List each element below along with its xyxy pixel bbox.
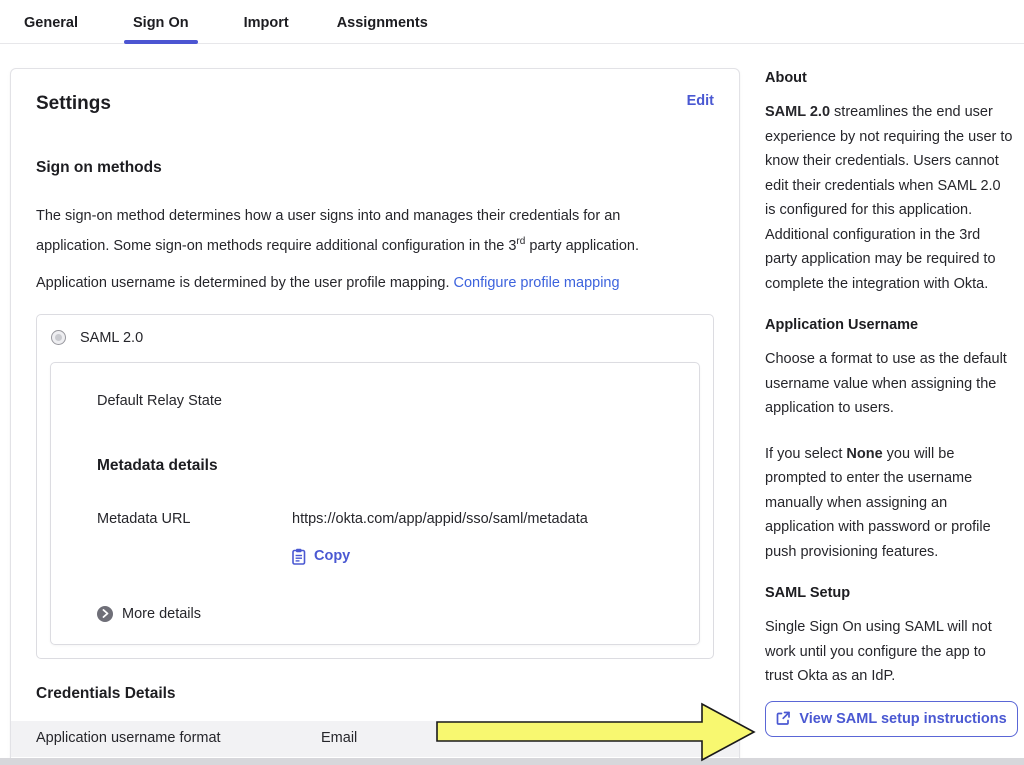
application-username-section (765, 317, 1015, 564)
page-body (0, 44, 1024, 765)
metadata-details-heading: Metadata details (97, 456, 218, 474)
sign-on-description-tail: party application. (525, 237, 639, 254)
view-saml-setup-instructions-button[interactable] (765, 701, 1018, 737)
metadata-url-row (97, 511, 669, 527)
copy-label: Copy (314, 548, 351, 565)
saml-radio-row[interactable] (37, 315, 713, 358)
saml-setup-text: Single Sign On using SAML will not work until you configure the app to trust Okta as an IdP. (765, 619, 992, 684)
copy-metadata-url-button[interactable] (292, 548, 669, 565)
settings-title: Settings (36, 93, 111, 114)
application-username-heading: Application Username (765, 317, 919, 333)
configure-profile-mapping-link[interactable]: Configure profile mapping (453, 274, 620, 291)
application-username-format-value: Email (321, 729, 358, 746)
application-username-p1: Choose a format to use as the default username value when assigning the application to users. (765, 351, 1007, 416)
application-username-p2 (765, 442, 1015, 565)
tab-import[interactable]: Import (243, 15, 289, 31)
about-body: streamlines the end user experience by not requiring the user to know their credentials. Users cannot edit their credentials when SAML 2.0 is configured for this application. Additional configuration in the 3rd party application may be required to complete the integration with Okta. (765, 104, 1013, 292)
p2-pre: If you select (765, 445, 847, 462)
default-relay-state-label: Default Relay State (97, 392, 222, 409)
metadata-url-label: Metadata URL (97, 510, 191, 527)
about-text (765, 100, 1015, 296)
clipboard-icon (292, 548, 307, 565)
application-username-format-label: Application username format (36, 729, 221, 746)
app-tab-bar (0, 0, 1024, 44)
username-note (36, 270, 714, 296)
saml-radio-button[interactable] (51, 330, 66, 345)
tab-assignments[interactable]: Assignments (336, 15, 428, 31)
about-bold-lead: SAML 2.0 (765, 104, 831, 120)
more-details-toggle[interactable] (97, 606, 669, 622)
view-saml-setup-instructions-label: View SAML setup instructions (799, 710, 1007, 727)
ordinal-superscript: rd (516, 236, 526, 247)
external-link-icon (776, 711, 791, 726)
saml-setup-heading: SAML Setup (765, 585, 851, 601)
sign-on-methods-heading: Sign on methods (36, 159, 162, 176)
saml-setup-section (765, 585, 1015, 737)
chevron-right-circle-icon (97, 606, 113, 622)
about-section (765, 70, 1015, 296)
sign-on-description-text: The sign-on method determines how a user signs into and manages their credentials for an application. Some sign-on methods require additional configuration in the 3 (36, 208, 621, 254)
saml-method-box (36, 314, 714, 659)
credentials-details-heading: Credentials Details (36, 684, 176, 702)
saml-radio-label: SAML 2.0 (80, 329, 144, 346)
credentials-row (11, 721, 739, 757)
p2-post: you will be prompted to enter the username manually when assigning an application with password or profile push provisioning features. (765, 445, 991, 560)
settings-card (10, 68, 740, 765)
about-heading: About (765, 70, 807, 86)
edit-link[interactable]: Edit (686, 93, 714, 109)
tab-sign-on[interactable]: Sign On (124, 5, 198, 43)
saml-details-box (50, 362, 700, 645)
sign-on-description (36, 203, 696, 259)
more-details-label: More details (122, 605, 201, 622)
spacer (765, 433, 1015, 442)
username-note-text: Application username is determined by the user profile mapping. (36, 274, 454, 291)
cutoff-content-strip (0, 758, 1024, 765)
tab-general[interactable]: General (24, 15, 78, 31)
metadata-url-value: https://okta.com/app/appid/sso/saml/metadata (292, 510, 588, 527)
settings-card-header (36, 93, 714, 115)
p2-bold-none: None (846, 445, 883, 462)
help-sidebar (765, 70, 1015, 758)
